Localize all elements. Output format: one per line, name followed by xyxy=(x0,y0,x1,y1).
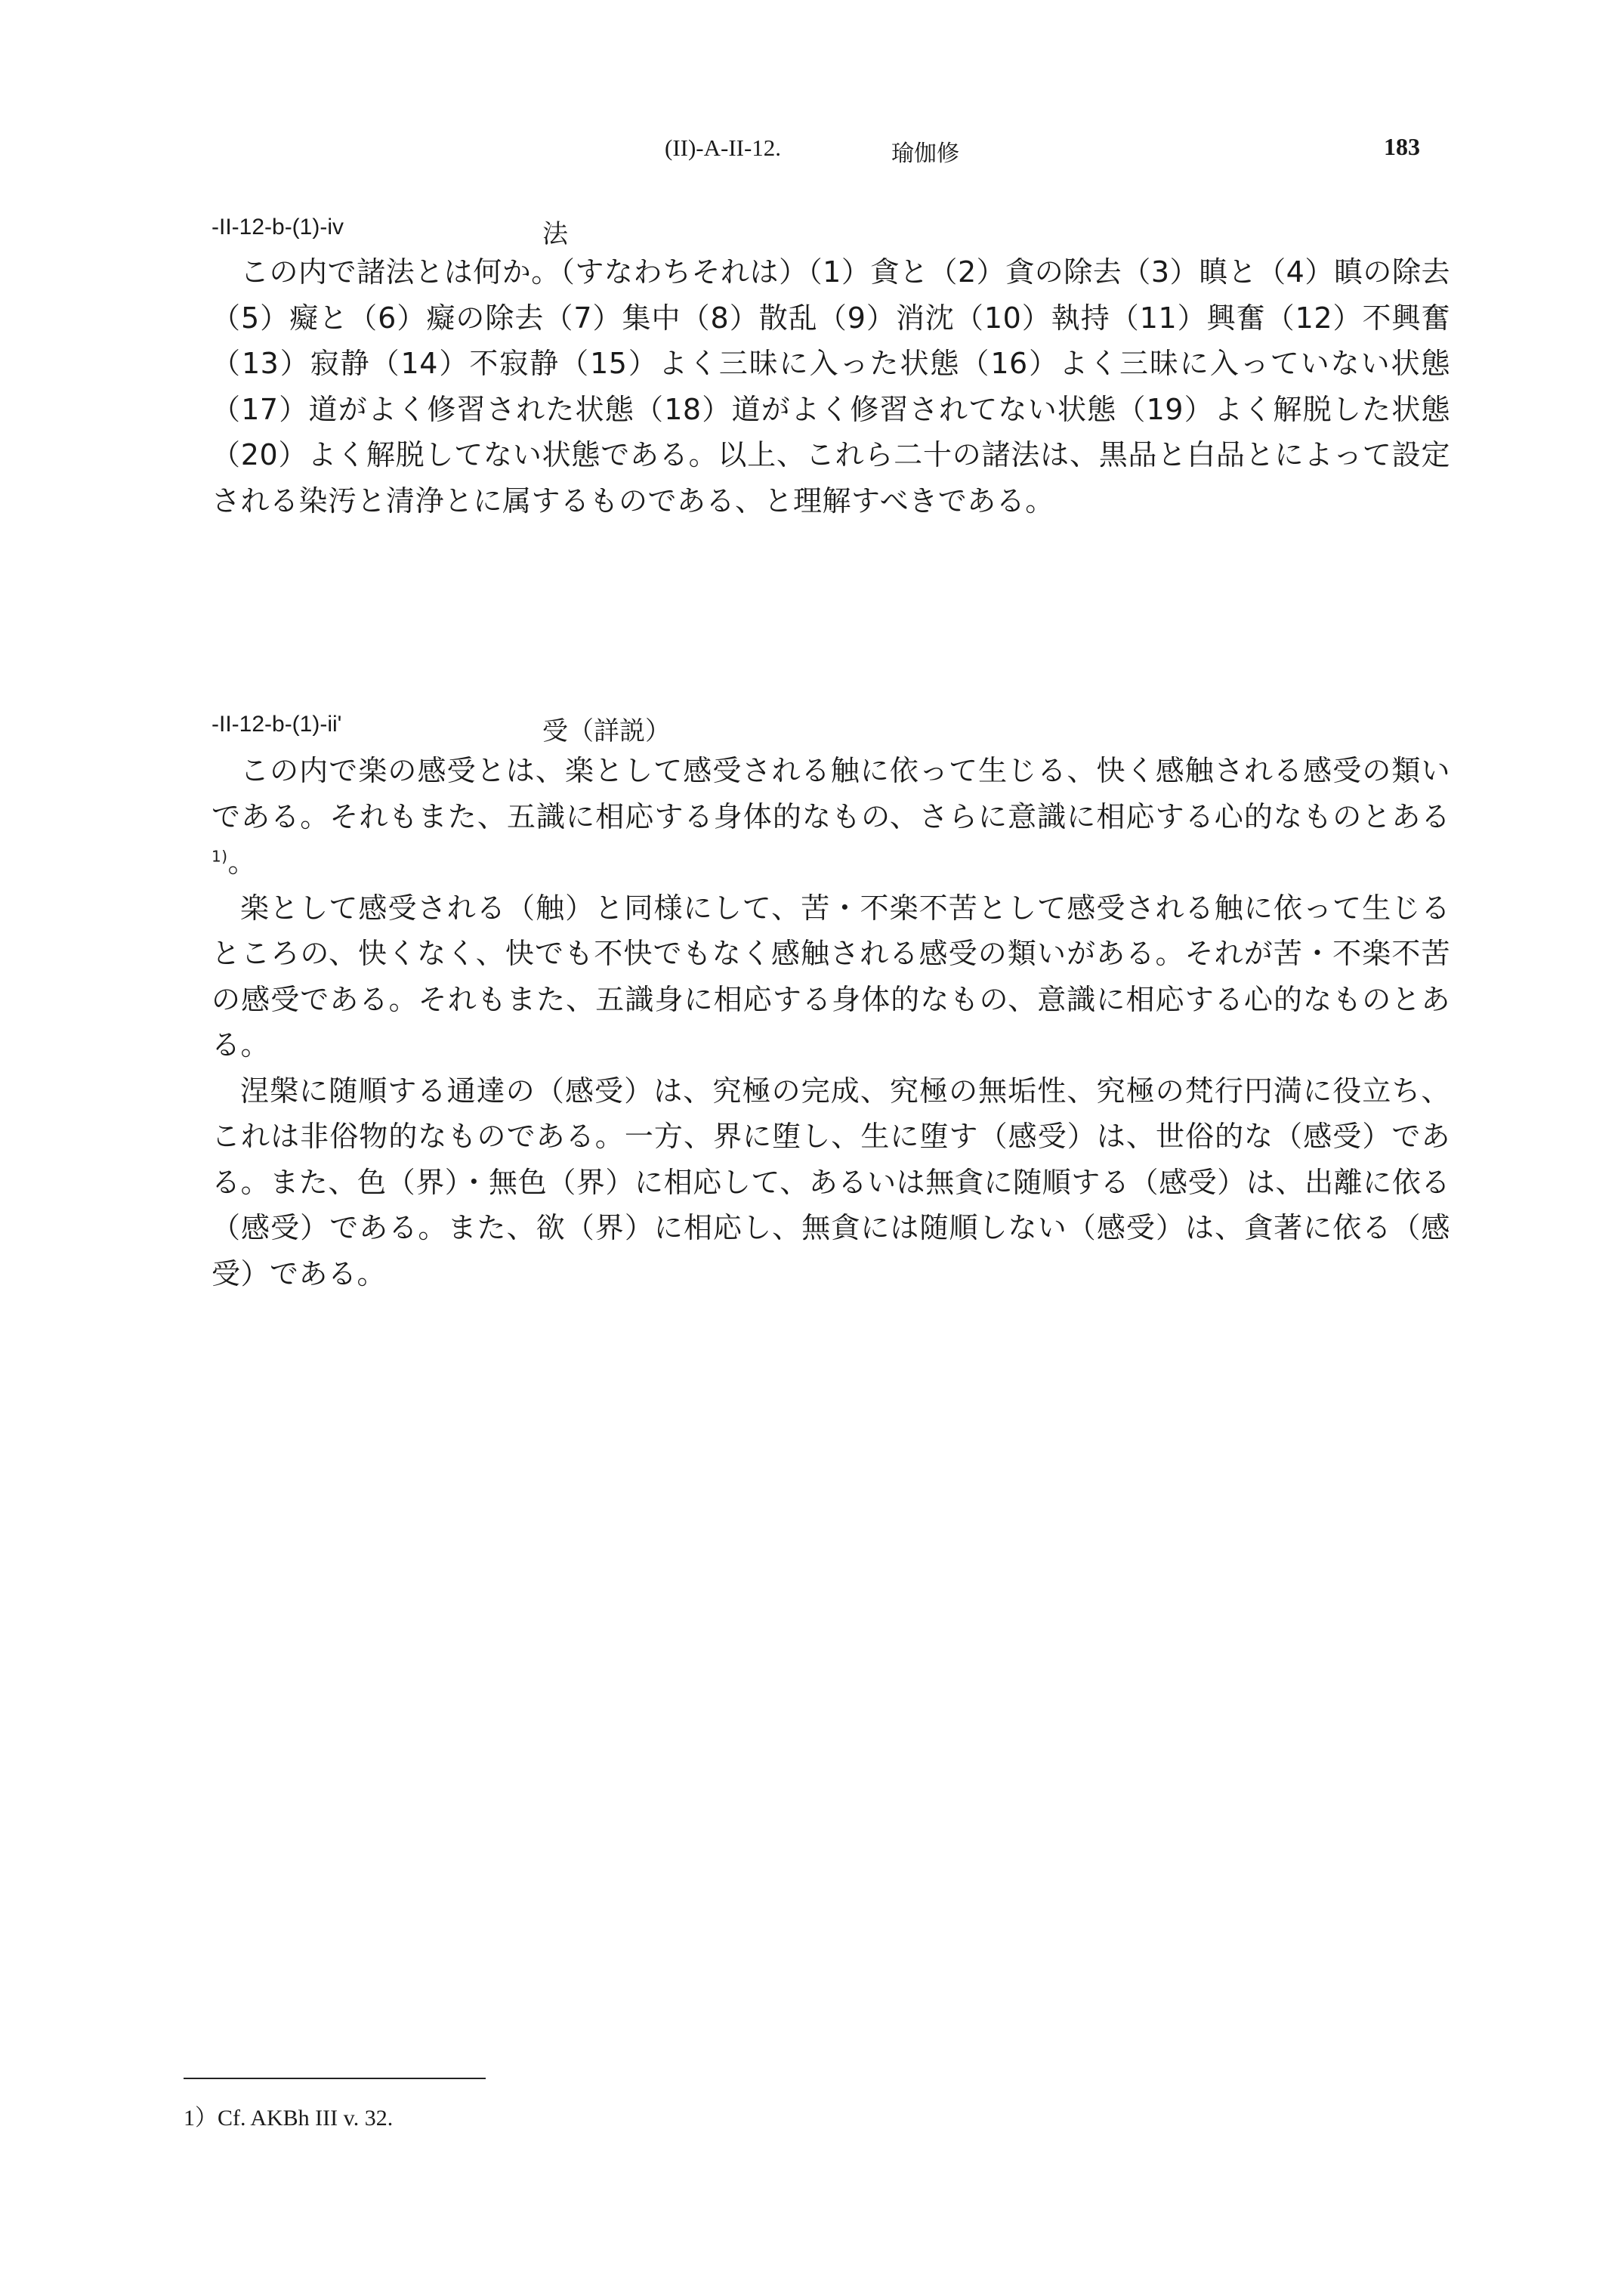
running-header xyxy=(665,134,1420,180)
section-title: 受（詳説） xyxy=(542,716,671,746)
paragraph xyxy=(211,748,1450,885)
header-title: 瑜伽修 xyxy=(891,141,959,167)
page-number: 183 xyxy=(1384,133,1420,160)
section-body xyxy=(211,748,1450,1296)
paragraph-end: 。 xyxy=(227,845,258,879)
paragraph-text: この内で楽の感受とは、楽として感受される触に依って生じる、快く感触される感受の類いである。それもまた、五識に相応する身体的なもの、さらに意識に相応する心的なものとある xyxy=(211,754,1450,833)
footnote-marker[interactable]: 1) xyxy=(211,847,228,866)
paragraph: 楽として感受される（触）と同様にして、苦・不楽不苦として感受される触に依って生じるところの、快くなく、快でも不快でもなく感触される感受の類いがある。それが苦・不楽不苦の感受である。それもまた、五識身に相応する身体的なもの、意識に相応する心的なものとある。 xyxy=(211,891,1450,1061)
section-title: 法 xyxy=(542,219,568,249)
paragraph: 涅槃に随順する通達の（感受）は、究極の完成、究極の無垢性、究極の梵行円満に役立ち、これは非俗物的なものである。一方、界に堕し、生に堕す（感受）は、世俗的な（感受）である。また、色（界）・無色（界）に相応して、あるいは無貪に随順する（感受）は、出離に依る（感受）である。また、欲（界）に相応し、無貪には随順しない（感受）は、貪著に依る（感受）である。 xyxy=(211,1074,1450,1290)
header-section-code: (II)-A-II-12. xyxy=(665,134,782,161)
footnote: 1）Cf. AKBh III v. 32. xyxy=(184,2106,394,2131)
section-code: -II-12-b-(1)-iv xyxy=(211,215,344,239)
section-code: -II-12-b-(1)-ii' xyxy=(211,712,342,737)
section-body xyxy=(211,249,1450,524)
paragraph: この内で諸法とは何か。（すなわちそれは）（1）貪と（2）貪の除去（3）瞋と（4）瞋の除去（5）癡と（6）癡の除去（7）集中（8）散乱（9）消沈（10）執持（11）興奮（12）不興奮（13）寂静（14）不寂静（15）よく三昧に入った状態（16）よく三昧に入っていない状態（17）道がよく修習された状態（18）道がよく修習されてない状態（19）よく解脱した状態（20）よく解脱してない状態である。以上、これら二十の諸法は、黒品と白品とによって設定される染汚と清浄とに属するものである、と理解すべきである。 xyxy=(211,255,1450,518)
footnote-divider xyxy=(184,2078,486,2079)
